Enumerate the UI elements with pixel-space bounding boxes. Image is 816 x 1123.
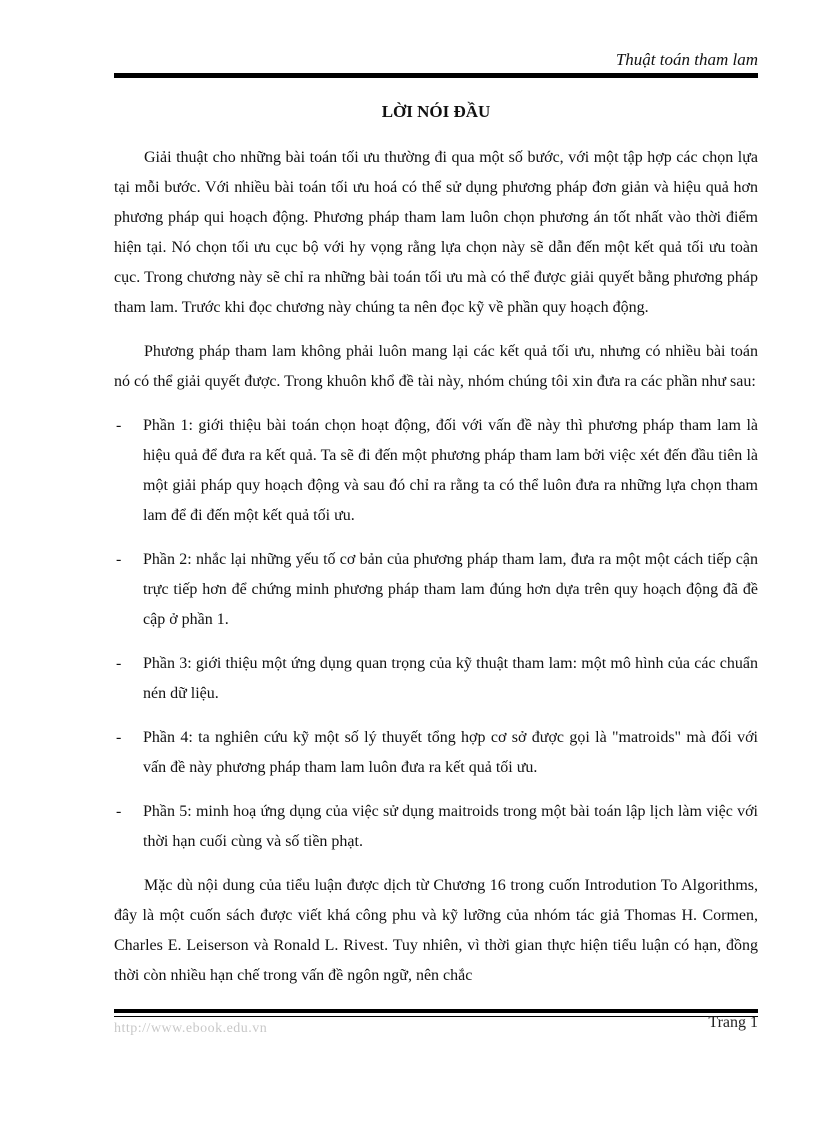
page-number: Trang 1: [708, 1014, 758, 1031]
header-title: Thuật toán tham lam: [615, 50, 758, 69]
footer-url: http://www.ebook.edu.vn: [114, 1021, 268, 1036]
list-item-text: Phần 2: nhắc lại những yếu tố cơ bản của phương pháp tham lam, đưa ra một một cách tiếp cận trực tiếp hơn để chứng minh phương pháp tham lam đúng hơn dựa trên quy hoạch động đã đề cập ở phần 1.: [143, 551, 758, 628]
list-item: [114, 545, 758, 635]
document-body: [114, 143, 758, 991]
page-title: LỜI NÓI ĐẦU: [381, 102, 491, 121]
list-item: [114, 411, 758, 531]
list-item-text: Phần 3: giới thiệu một ứng dụng quan trọng của kỹ thuật tham lam: một mô hình của các chuẩn nén dữ liệu.: [143, 655, 758, 702]
list-item-text: Phần 4: ta nghiên cứu kỹ một số lý thuyết tổng hợp cơ sở được gọi là "matroids" mà đối với vấn đề này phương pháp tham lam luôn đưa ra kết quả tối ưu.: [143, 729, 758, 776]
list-item-text: Phần 1: giới thiệu bài toán chọn hoạt động, đối với vấn đề này thì phương pháp tham lam là hiệu quả để đưa ra kết quả. Ta sẽ đi đến một phương pháp tham lam bởi việc xét đến đầu tiên là một giải pháp quy hoạch động và sau đó chỉ ra rằng ta có thể luôn đưa ra những lựa chọn tham lam để đi đến một kết quả tối ưu.: [143, 417, 758, 524]
list-item: [114, 723, 758, 783]
list-item: [114, 649, 758, 709]
parts-list: [114, 411, 758, 857]
list-bullet: -: [116, 655, 122, 672]
header-rule: [114, 73, 758, 78]
list-item: [114, 797, 758, 857]
list-bullet: -: [116, 417, 122, 434]
footer-rule-thick: [114, 1009, 758, 1013]
intro-paragraph: Giải thuật cho những bài toán tối ưu thường đi qua một số bước, với một tập hợp các chọn lựa tại mỗi bước. Với nhiều bài toán tối ưu hoá có thể sử dụng phương pháp đơn giản và hiệu quả hơn phương pháp qui hoạch động. Phương pháp tham lam luôn chọn phương án tốt nhất vào thời điểm hiện tại. Nó chọn tối ưu cục bộ với hy vọng rằng lựa chọn này sẽ dẫn đến một kết quả tối ưu toàn cục. Trong chương này sẽ chỉ ra những bài toán tối ưu mà có thể được giải quyết bằng phương pháp tham lam. Trước khi đọc chương này chúng ta nên đọc kỹ về phần quy hoạch động.: [114, 149, 758, 316]
closing-paragraph: Mặc dù nội dung của tiểu luận được dịch từ Chương 16 trong cuốn Introdution To Algorithms, đây là một cuốn sách được viết khá công phu và kỹ lưỡng của nhóm tác giả Thomas H. Cormen, Charles E. Leiserson và Ronald L. Rivest. Tuy nhiên, vì thời gian thực hiện tiểu luận có hạn, đồng thời còn nhiều hạn chế trong vấn đề ngôn ngữ, nên chắc: [114, 877, 758, 984]
list-bullet: -: [116, 551, 122, 568]
list-item-text: Phần 5: minh hoạ ứng dụng của việc sử dụng maitroids trong một bài toán lập lịch làm việc với thời hạn cuối cùng và số tiền phạt.: [143, 803, 758, 850]
scope-paragraph: Phương pháp tham lam không phải luôn mang lại các kết quả tối ưu, nhưng có nhiều bài toán nó có thể giải quyết được. Trong khuôn khổ đề tài này, nhóm chúng tôi xin đưa ra các phần như sau:: [114, 343, 758, 390]
list-bullet: -: [116, 803, 122, 820]
list-bullet: -: [116, 729, 122, 746]
footer-rule-thin: [114, 1016, 758, 1017]
